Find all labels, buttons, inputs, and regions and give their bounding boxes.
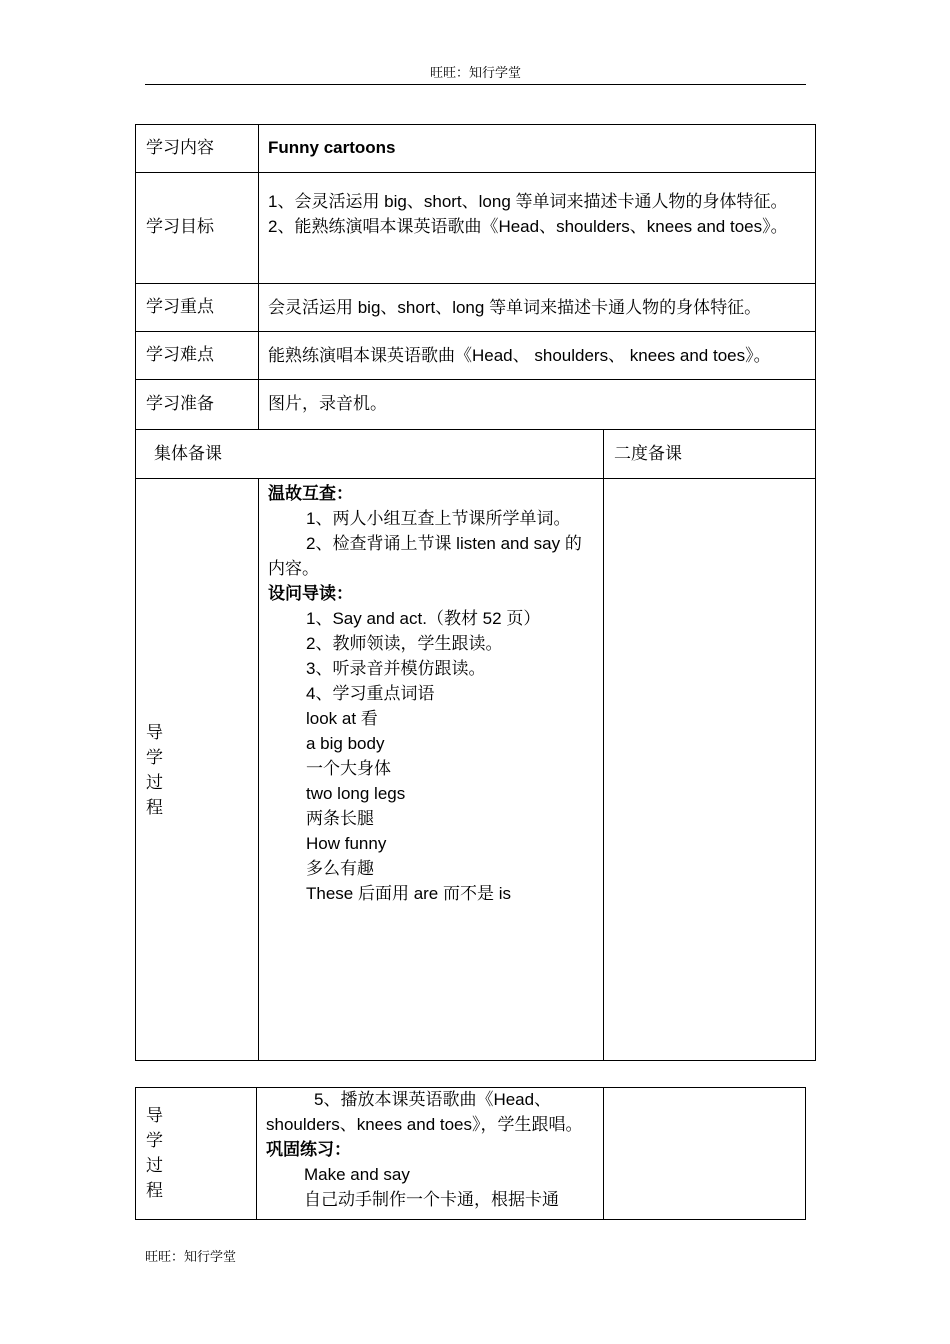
label-cell-content [135,124,259,173]
value-cell-objectives [258,172,816,284]
vocab-line: a big body [306,734,385,753]
section-label-right: 二度备课 [614,444,682,464]
page-header: 旺旺：知行学堂 [145,65,806,85]
row-label: 学习难点 [146,345,214,365]
process-content-cell-2 [256,1087,604,1220]
value-cell-difficulties [258,331,816,380]
label-cell-difficulties [135,331,259,380]
vocab-line: two long legs [306,784,406,803]
vocab-line: These 后面用 are 而不是 is [306,884,511,903]
process-char: 程 [146,798,163,818]
process-second-prep-cell-2 [603,1087,806,1220]
guide-item: 1、Say and act.（教材 52 页） [306,609,541,628]
lesson-title: Funny cartoons [268,138,396,157]
difficulties-text: 能熟练演唱本课英语歌曲《Head、 shoulders、 knees and toes》。 [268,346,771,365]
vocab-line: 多么有趣 [306,859,374,878]
label-cell-key-points [135,283,259,332]
process-vertical-label [146,1104,170,1204]
value-cell-content [258,124,816,173]
process-vertical-label [146,721,170,821]
song-line: 5、播放本课英语歌曲《Head、 [314,1090,552,1109]
process-char: 过 [146,1156,163,1176]
label-cell-preparation [135,379,259,430]
section-second-prep [603,429,816,479]
row-label: 学习目标 [146,217,214,237]
section-label-left: 集体备课 [154,444,222,464]
practice-title: 巩固练习： [266,1140,351,1159]
value-cell-key-points [258,283,816,332]
vocab-line: 一个大身体 [306,759,391,778]
guide-item: 2、教师领读，学生跟读。 [306,634,503,653]
process-char: 过 [146,773,163,793]
row-label: 学习重点 [146,297,214,317]
section-collective-prep [135,429,604,479]
label-cell-objectives [135,172,259,284]
process-char: 程 [146,1181,163,1201]
vocab-line: 两条长腿 [306,809,374,828]
process-char: 导 [146,723,163,743]
review-title: 温故互查： [268,484,353,503]
key-points-text: 会灵活运用 big、short、long 等单词来描述卡通人物的身体特征。 [268,298,762,317]
page-footer: 旺旺：知行学堂 [145,1250,237,1265]
preparation-text: 图片，录音机。 [268,394,387,414]
review-item: 2、检查背诵上节课 listen and say 的 [306,534,582,553]
guide-item: 3、听录音并模仿跟读。 [306,659,486,678]
process-second-prep-cell [603,478,816,1061]
process-label-cell [135,478,259,1061]
objective-2: 2、能熟练演唱本课英语歌曲《Head、shoulders、knees and toes》。 [268,217,788,236]
row-label: 学习内容 [146,138,214,158]
process-content-cell [258,478,604,1061]
value-cell-preparation [258,379,816,430]
process-char: 学 [146,748,163,768]
process-label-cell-2 [135,1087,257,1220]
guide-item: 4、学习重点词语 [306,684,435,703]
vocab-line: look at 看 [306,709,378,728]
guide-title: 设问导读： [268,584,353,603]
practice-item: Make and say [304,1165,410,1184]
review-item: 1、两人小组互查上节课所学单词。 [306,509,571,528]
process-char: 学 [146,1131,163,1151]
practice-item: 自己动手制作一个卡通，根据卡通 [304,1190,559,1209]
vocab-line: How funny [306,834,387,853]
process-char: 导 [146,1106,163,1126]
row-label: 学习准备 [146,394,214,414]
objective-1: 1、会灵活运用 big、short、long 等单词来描述卡通人物的身体特征。 [268,192,788,211]
song-line: shoulders、knees and toes》，学生跟唱。 [266,1115,583,1134]
review-item: 内容。 [268,559,319,578]
